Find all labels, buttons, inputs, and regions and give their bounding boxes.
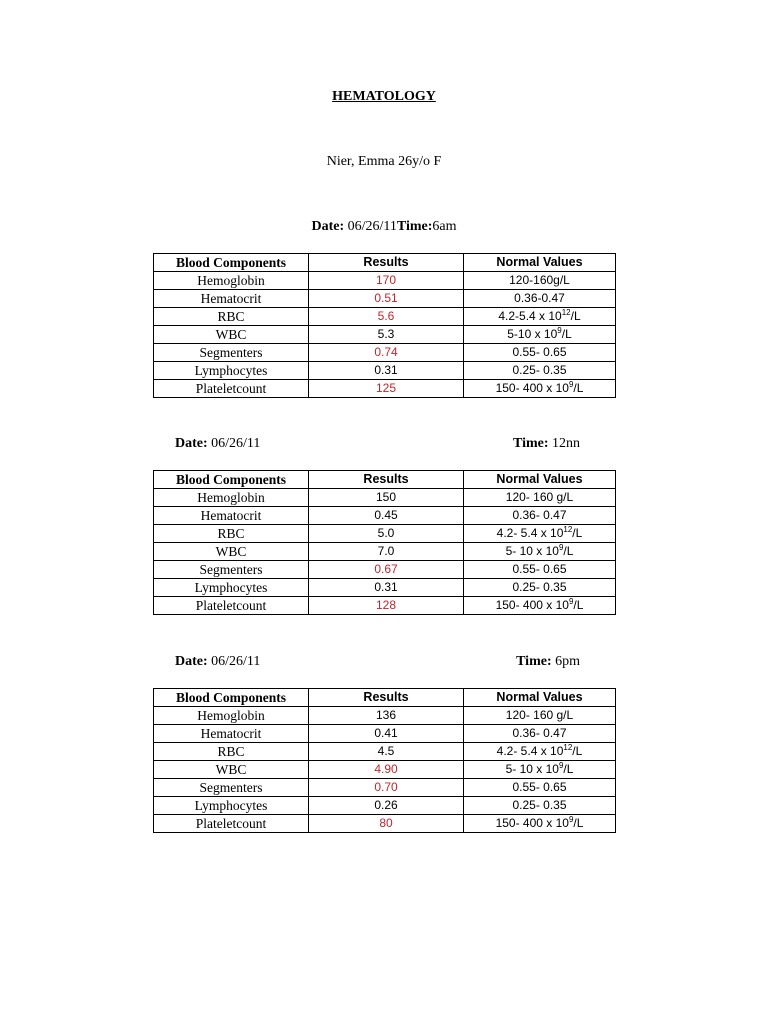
result-cell: 5.3 <box>309 326 464 344</box>
date-label: Date: <box>311 219 345 234</box>
date-value: 06/26/11 <box>211 436 261 451</box>
component-cell: Segmenters <box>154 561 309 579</box>
results-table-2 <box>153 470 616 615</box>
time-group <box>516 654 580 670</box>
table-row <box>154 362 616 380</box>
normal-value-text: 5-10 x 10 <box>507 327 558 341</box>
table-row <box>154 326 616 344</box>
date-group <box>175 436 260 451</box>
component-cell: Hematocrit <box>154 725 309 743</box>
component-cell: Lymphocytes <box>154 579 309 597</box>
table-row <box>154 597 616 615</box>
component-cell: Plateletcount <box>154 380 309 398</box>
column-header: Normal Values <box>464 471 616 489</box>
table-row <box>154 308 616 326</box>
exponent: 12 <box>561 308 571 317</box>
normal-value-cell <box>464 272 616 290</box>
normal-value-text: 0.55- 0.65 <box>512 345 567 359</box>
table-row <box>154 543 616 561</box>
normal-value-text: 120- 160 g/L <box>505 490 574 504</box>
component-cell: RBC <box>154 308 309 326</box>
result-cell: 170 <box>309 272 464 290</box>
result-cell: 136 <box>309 707 464 725</box>
normal-value-cell <box>464 725 616 743</box>
normal-value-cell <box>464 779 616 797</box>
table-row <box>154 290 616 308</box>
normal-value-text: 4.2- 5.4 x 10 <box>496 744 564 758</box>
result-cell: 0.51 <box>309 290 464 308</box>
result-cell: 150 <box>309 489 464 507</box>
normal-value-text: 0.36-0.47 <box>514 291 565 305</box>
normal-value-cell <box>464 525 616 543</box>
normal-value-cell <box>464 815 616 833</box>
table-row <box>154 797 616 815</box>
component-cell: WBC <box>154 326 309 344</box>
table-row <box>154 579 616 597</box>
component-cell: Hemoglobin <box>154 272 309 290</box>
component-cell: Hematocrit <box>154 507 309 525</box>
normal-value-cell <box>464 543 616 561</box>
result-cell: 0.26 <box>309 797 464 815</box>
table-row <box>154 344 616 362</box>
date-value: 06/26/11 <box>211 654 261 669</box>
normal-value-text: 4.2-5.4 x 10 <box>498 309 562 323</box>
normal-value-text: 0.36- 0.47 <box>512 508 567 522</box>
table-row <box>154 815 616 833</box>
normal-value-text: 120- 160 g/L <box>505 708 574 722</box>
component-cell: WBC <box>154 761 309 779</box>
exponent: 9 <box>568 380 574 389</box>
exponent: 9 <box>558 543 564 552</box>
table-row <box>154 707 616 725</box>
time-value: 12nn <box>552 436 580 451</box>
column-header: Normal Values <box>464 254 616 272</box>
component-cell: Segmenters <box>154 779 309 797</box>
normal-value-text: 5- 10 x 10 <box>505 544 559 558</box>
table-row <box>154 272 616 290</box>
page-title: HEMATOLOGY <box>332 89 436 104</box>
result-cell: 0.45 <box>309 507 464 525</box>
table-row <box>154 525 616 543</box>
unit-text: /L <box>561 327 572 341</box>
patient-info: Nier, Emma 26y/o F <box>326 154 442 169</box>
date-group <box>175 654 260 669</box>
unit-text: /L <box>573 816 584 830</box>
normal-value-cell <box>464 380 616 398</box>
column-header: Blood Components <box>154 471 309 489</box>
result-cell: 4.90 <box>309 761 464 779</box>
normal-value-cell <box>464 579 616 597</box>
component-cell: Lymphocytes <box>154 362 309 380</box>
table-row <box>154 761 616 779</box>
exponent: 9 <box>557 326 562 335</box>
time-group <box>513 436 580 452</box>
component-cell: Plateletcount <box>154 815 309 833</box>
exponent: 9 <box>568 597 574 606</box>
normal-value-text: 0.25- 0.35 <box>512 798 567 812</box>
result-cell: 4.5 <box>309 743 464 761</box>
normal-value-text: 5- 10 x 10 <box>505 762 559 776</box>
normal-value-text: 0.55- 0.65 <box>512 562 567 576</box>
column-header: Blood Components <box>154 689 309 707</box>
result-cell: 7.0 <box>309 543 464 561</box>
table-row <box>154 743 616 761</box>
unit-text: /L <box>563 762 574 776</box>
column-header: Results <box>309 254 464 272</box>
normal-value-cell <box>464 797 616 815</box>
normal-value-cell <box>464 597 616 615</box>
results-table-3 <box>153 688 616 833</box>
normal-value-cell <box>464 707 616 725</box>
time-label: Time: <box>396 219 433 234</box>
component-cell: Segmenters <box>154 344 309 362</box>
normal-value-text: 0.36- 0.47 <box>512 726 567 740</box>
normal-value-text: 0.25- 0.35 <box>512 580 567 594</box>
result-cell: 0.41 <box>309 725 464 743</box>
component-cell: RBC <box>154 743 309 761</box>
date-label: Date: <box>175 436 208 451</box>
normal-value-text: 150- 400 x 10 <box>495 816 569 830</box>
time-value: 6pm <box>555 654 580 669</box>
result-cell: 128 <box>309 597 464 615</box>
normal-value-cell <box>464 290 616 308</box>
column-header: Normal Values <box>464 689 616 707</box>
result-cell: 0.74 <box>309 344 464 362</box>
normal-value-cell <box>464 743 616 761</box>
component-cell: Hemoglobin <box>154 707 309 725</box>
component-cell: Hematocrit <box>154 290 309 308</box>
normal-value-text: 150- 400 x 10 <box>495 381 569 395</box>
column-header: Results <box>309 471 464 489</box>
unit-text: /L <box>570 309 581 323</box>
panel-2-datetime <box>175 436 580 452</box>
table-row <box>154 561 616 579</box>
exponent: 9 <box>558 761 564 770</box>
component-cell: Lymphocytes <box>154 797 309 815</box>
table-row <box>154 725 616 743</box>
normal-value-text: 0.55- 0.65 <box>512 780 567 794</box>
column-header: Blood Components <box>154 254 309 272</box>
table-row <box>154 779 616 797</box>
column-header: Results <box>309 689 464 707</box>
component-cell: Hemoglobin <box>154 489 309 507</box>
results-table-1 <box>153 253 616 398</box>
result-cell: 80 <box>309 815 464 833</box>
table-row <box>154 507 616 525</box>
result-cell: 0.31 <box>309 579 464 597</box>
normal-value-cell <box>464 489 616 507</box>
exponent: 9 <box>568 815 574 824</box>
normal-value-cell <box>464 326 616 344</box>
table-row <box>154 489 616 507</box>
result-cell: 125 <box>309 380 464 398</box>
table-row <box>154 380 616 398</box>
result-cell: 0.70 <box>309 779 464 797</box>
normal-value-cell <box>464 561 616 579</box>
normal-value-cell <box>464 344 616 362</box>
normal-value-text: 0.25- 0.35 <box>512 363 567 377</box>
result-cell: 0.67 <box>309 561 464 579</box>
exponent: 12 <box>563 525 573 534</box>
unit-text: /L <box>573 381 584 395</box>
unit-text: /L <box>563 544 574 558</box>
panel-1-datetime <box>0 219 768 235</box>
normal-value-text: 120-160g/L <box>509 273 570 287</box>
normal-value-cell <box>464 362 616 380</box>
time-label: Time: <box>512 436 549 451</box>
time-label: Time: <box>516 654 552 669</box>
component-cell: RBC <box>154 525 309 543</box>
result-cell: 5.6 <box>309 308 464 326</box>
result-cell: 5.0 <box>309 525 464 543</box>
normal-value-cell <box>464 507 616 525</box>
normal-value-text: 4.2- 5.4 x 10 <box>496 526 564 540</box>
date-label: Date: <box>175 654 208 669</box>
normal-value-cell <box>464 761 616 779</box>
panel-3-datetime <box>175 654 580 670</box>
component-cell: Plateletcount <box>154 597 309 615</box>
unit-text: /L <box>572 526 583 540</box>
exponent: 12 <box>563 743 573 752</box>
time-value: 6am <box>432 219 457 234</box>
date-value: 06/26/11 <box>347 219 397 234</box>
normal-value-cell <box>464 308 616 326</box>
unit-text: /L <box>572 744 583 758</box>
component-cell: WBC <box>154 543 309 561</box>
result-cell: 0.31 <box>309 362 464 380</box>
unit-text: /L <box>573 598 584 612</box>
normal-value-text: 150- 400 x 10 <box>495 598 569 612</box>
